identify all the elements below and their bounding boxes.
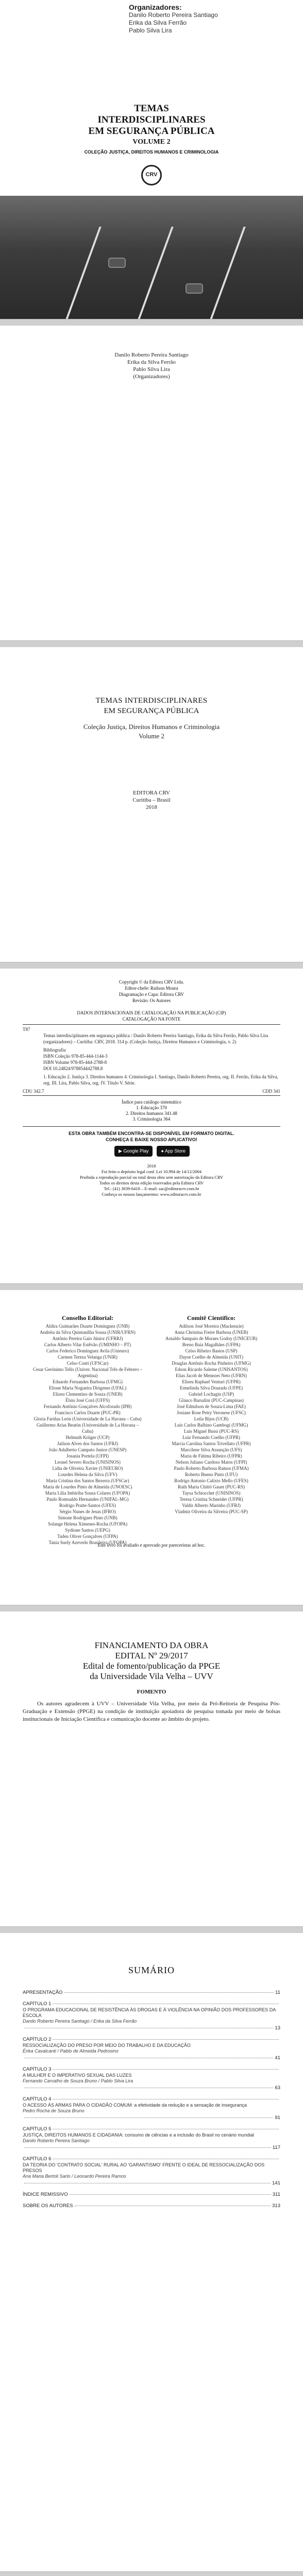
title-line: EM SEGURANÇA PÚBLICA: [104, 707, 199, 715]
cip-doi: DOI 10.24824/978854442788.8: [43, 1066, 103, 1071]
cip-header: [0, 1010, 303, 1022]
committee-member: Glauco Barsalini (PUC-Campinas): [179, 1398, 244, 1403]
summary-title: SUMÁRIO: [128, 1965, 175, 1975]
legal-notice: [0, 1163, 303, 1197]
toc-page: 117: [272, 2145, 280, 2150]
council-member: Fernando Antônio Gonçalves Alcoforado (IPB): [43, 1404, 132, 1409]
app-store-badge[interactable]: [157, 1146, 189, 1157]
council-member: Lídia de Oliveira Xavier (UNIEURO): [52, 1466, 123, 1471]
cip-title: DADOS INTERNACIONAIS DE CATALOGAÇÃO NA PUBLICAÇÃO (CIP): [77, 1010, 226, 1015]
toc-leader: [53, 2039, 279, 2040]
toc-page: 311: [272, 2192, 280, 2197]
cip-record: [23, 1026, 280, 1086]
design-line: Diagramação e Capa: Editora CRV: [119, 992, 184, 997]
council-member: Sérgio Nunes de Jesus (IFRO): [59, 1509, 116, 1514]
committee-member: Maria de Fátima Ribeiro (UFPR): [180, 1453, 242, 1459]
toc-page: 91: [275, 2115, 280, 2121]
toc-entry[interactable]: [23, 2085, 280, 2091]
editorial-council: [31, 1315, 144, 1546]
toc-author: Danilo Roberto Pereira Santiago: [23, 2138, 90, 2143]
council-member: Eduardo Fernandes Barbosa (UFMG): [53, 1379, 123, 1384]
toc-label: CAPÍTULO 2: [23, 2037, 52, 2042]
toc-page: 41: [275, 2055, 280, 2061]
review-line: Revisão: Os Autores: [132, 998, 171, 1003]
catalog-index: [0, 1099, 303, 1122]
cdd-code: CDD 341: [262, 1089, 280, 1094]
cip-code: T87: [23, 1027, 30, 1032]
organizer-name: Erika da Silva Ferrão: [129, 19, 187, 26]
toc-label: CAPÍTULO 6: [23, 2156, 52, 2162]
toc-page: 13: [275, 2025, 280, 2031]
toc-line: [23, 2066, 280, 2073]
divider: [23, 1095, 280, 1096]
committee-member: Valdir Alberto Marinho (UFRJ): [182, 1503, 241, 1508]
committee-member: Paulo Roberto Barbosa Ramos (UFMA): [174, 1466, 249, 1471]
committee-member: Marcia Carolina Santos Trivellato (UFPR): [172, 1441, 251, 1446]
cip-isbn: ISBN Coleção 978-85-444-1144-3: [43, 1054, 108, 1059]
toc-line: [23, 2037, 280, 2043]
toc-chapter-title: RESSOCIALIZAÇÃO DO PRESO POR MEIO DO TRABALHO E DA EDUCAÇÃO: [23, 2043, 191, 2048]
toc-label: CAPÍTULO 4: [23, 2096, 52, 2102]
council-member: Paulo Romualdo Hernandes (UNIFAL-MG): [46, 1497, 129, 1502]
committee-member: Teresa Cristina Schneider (UFPR): [179, 1497, 243, 1502]
toc-chapter-title: O ACESSO ÀS ARMAS PARA O CIDADÃO COMUM: a efetividade da redução e a sensação de insegurança: [23, 2103, 247, 2108]
toc-line: [23, 2115, 280, 2121]
committee-member: Douglas Antônio Rocha Pinheiro (UFMG): [172, 1361, 251, 1366]
committee-member: Dayse Coelho de Almeida (UNIT): [179, 1354, 243, 1360]
title-line: TEMAS INTERDISCIPLINARES: [95, 697, 208, 705]
committee-member: Roberto Bueno Pinto (UFU): [184, 1472, 238, 1477]
toc-entry[interactable]: [23, 2115, 280, 2121]
council-member: Celso Conti (UFSCar): [66, 1361, 109, 1366]
organizer-name: Danilo Roberto Pereira Santiago: [129, 11, 218, 19]
committee-member: Rodrigo Antonio Calixto Mello (UFES): [174, 1478, 248, 1483]
cdu-code: CDU 342.7: [23, 1089, 44, 1094]
toc-entry[interactable]: [23, 2156, 280, 2179]
copyright-line: Copyright © da Editora CRV Ltda.: [119, 979, 184, 985]
council-member: Solange Helena Ximenes-Rocha (UFOPA): [48, 1521, 127, 1527]
toc-line: [23, 2203, 280, 2209]
copyright-page: [0, 969, 303, 1284]
council-member: Lourdes Helena da Silva (UFV): [58, 1472, 117, 1477]
toc-line: [23, 2025, 280, 2031]
summary-page: [0, 1933, 303, 2572]
council-member: Carlos Federico Domínguez Avila (Unieuro): [46, 1348, 129, 1353]
organizers-heading: Organizadores:: [129, 3, 182, 11]
toc-entry[interactable]: [23, 2145, 280, 2151]
toc-entry[interactable]: [23, 2192, 280, 2198]
council-member: Tania Suely Azevedo Brasileiro (UFOPA): [48, 1540, 127, 1545]
index-item: 1. Educação 370: [136, 1105, 167, 1110]
committee-member: Ruth Maria Chittó Gauer (PUC-RS): [178, 1484, 245, 1489]
publisher-city: Curitiba – Brasil: [132, 797, 171, 803]
council-member: Helmuth Krüger (UCP): [65, 1435, 110, 1440]
committee-member: Anna Christina Freire Barbosa (UNEB): [174, 1330, 248, 1335]
toc-chapter-title: JUSTIÇA, DIREITOS HUMANOS E CIDADANIA: consumo de ciências e a inclusão do Brasil no cenário mundial: [23, 2132, 255, 2138]
toc-entry[interactable]: [23, 2180, 280, 2187]
divider: [23, 1024, 280, 1025]
toc-leader: [24, 2147, 271, 2148]
toc-line: [23, 2055, 280, 2061]
committee-member: Luís Carlos Balbino Gambogi (UFMG): [174, 1422, 248, 1428]
divider: [23, 1126, 280, 1127]
council-member: Maria Cristina dos Santos Bezerra (UFSCar): [46, 1478, 129, 1483]
cip-body: Temas interdisciplinares em segurança pública / Danilo Roberto Pereira Santiago, Erika da Silva Ferrão, Pablo Silva Lira (organizadores) – Curitiba: CRV, 2018. 314 p. (Coleção Justiça, Direitos Humanos e Criminologia, v. 2): [43, 1033, 268, 1044]
funding-body: Os autores agradecem à UVV – Universidade Vila Velha, por meio da Pró-Reitoria de Pesquisa Pós-Graduação e Extensão (PPGE) na condição de instituição apoiadora de pesquisa tomada por meio de bolsas institucionais de Iniciação Científica e comunicação docente ao âmbito do projeto.: [23, 1701, 280, 1722]
funding-title: da Universidade Vila Velha – UVV: [90, 1671, 213, 1681]
committee-member: Leila Bijos (UCB): [194, 1416, 229, 1421]
cover-title-line: INTERDISCIPLINARES: [97, 114, 206, 125]
council-member: Gloria Fariñas León (Universidade de La Havana – Cuba): [33, 1416, 142, 1421]
committee-member: Gabriel Lochagin (USP): [189, 1392, 234, 1397]
toc-label: SOBRE OS AUTORES: [23, 2203, 73, 2209]
toc-leader: [70, 2194, 271, 2195]
store-label: App Store: [164, 1148, 186, 1154]
legal-line: Tel.: (41) 3039-6418 – E-mail: sac@editoracrv.com.br: [104, 1186, 199, 1191]
ebook-notice-line: ESTA OBRA TAMBÉM ENCONTRA-SE DISPONÍVEL EM FORMATO DIGITAL.: [69, 1131, 234, 1136]
toc-page: 141: [272, 2180, 280, 2186]
toc-line: [23, 1990, 280, 1996]
volume-label: Volume 2: [139, 732, 164, 740]
toc-entry[interactable]: [23, 2096, 280, 2114]
council-member: Cesar Gerónimo Tello (Univer. Nacional Três de Febrero – Argentina): [33, 1367, 142, 1378]
car-shape: [186, 283, 203, 294]
toc-line: [23, 2001, 280, 2007]
council-member: Josania Portela (UFPI): [66, 1453, 109, 1459]
committee-member: Josiane Rose Petry Veronese (UFSC): [177, 1410, 246, 1415]
toc-label: CAPÍTULO 3: [23, 2066, 52, 2072]
council-member: Élsio José Corá (UFFS): [65, 1398, 110, 1403]
scientific-committee: [155, 1315, 268, 1515]
council-member: Simone Rodrigues Pinto (UNB): [58, 1515, 117, 1520]
logo-text: CRV: [145, 172, 158, 178]
toc-entry[interactable]: [23, 2025, 280, 2031]
car-shape: [108, 258, 126, 268]
table-of-contents: [23, 1990, 280, 2214]
index-item: 3. Criminologia 364: [132, 1116, 171, 1122]
ebook-notice: [0, 1130, 303, 1143]
toc-line: [23, 2156, 280, 2162]
funding-title: FINANCIAMENTO DA OBRA: [94, 1640, 209, 1650]
lane-marking: [65, 227, 102, 319]
store-label: Google Play: [123, 1148, 149, 1154]
committee-member: Luis Miguel Bussi (PUC-RS): [183, 1429, 239, 1434]
toc-entry[interactable]: [23, 2001, 280, 2024]
cip-isbn: ISBN Volume 978-85-444-2788-8: [43, 1060, 107, 1065]
council-member: Leonel Severo Rocha (UNISINOS): [55, 1460, 121, 1465]
store-badges: [114, 1146, 190, 1157]
index-item: 2. Direitos humanos 341.48: [126, 1111, 177, 1116]
publication-year: 2018: [146, 804, 157, 810]
index-title: Índice para catálogo sistemático: [122, 1099, 181, 1105]
legal-line: Conheça os nossos lançamentos: www.editoracrv.com.br: [102, 1192, 201, 1197]
funding-title: EDITAL Nº 29/2017: [115, 1651, 188, 1660]
committee-member: Elias Jacob de Menezes Neto (UFRN): [176, 1373, 247, 1378]
lane-marking: [138, 227, 174, 319]
toc-label: ÍNDICE REMISSIVO: [23, 2192, 68, 2197]
organizer-role: (Organizadores): [133, 374, 170, 380]
collection-name: Coleção Justiça, Direitos Humanos e Criminologia: [83, 723, 220, 731]
committee-member: Marcilene Silva Assunção (UFS): [180, 1447, 242, 1452]
toc-page: 63: [275, 2085, 280, 2091]
committee-member: Eliseu Raphael Venturi (UFPR): [182, 1379, 241, 1384]
funding-heading: FOMENTO: [137, 1689, 166, 1695]
toc-page: 313: [272, 2203, 280, 2209]
cover-title-line: EM SEGURANÇA PÚBLICA: [88, 126, 215, 137]
toc-label: CAPÍTULO 5: [23, 2126, 52, 2132]
board-heading: Comitê Científico:: [187, 1314, 236, 1321]
council-member: Maria Lília Imbiriba Sousa Colares (UFOPA): [45, 1490, 130, 1496]
ebook-notice-sub: CONHEÇA E BAIXE NOSSO APLICATIVO!: [106, 1137, 197, 1142]
board-heading: Conselho Editorial:: [61, 1314, 114, 1321]
committee-member: Luiz Fernando Coelho (UFPR): [182, 1435, 240, 1440]
funding-page: [0, 1612, 303, 1927]
publisher-name: EDITORA CRV: [133, 790, 170, 796]
organizers-page: [0, 326, 303, 641]
toc-label: APRESENTAÇÃO: [23, 1990, 63, 1995]
toc-author: Érika Cavalcanti / Pablo de Almeida Pedrosino: [23, 2048, 119, 2054]
organizer-name: Danilo Roberto Pereira Santiago: [114, 352, 189, 358]
toc-entry[interactable]: [23, 2066, 280, 2084]
council-member: Elizeu Clementino de Souza (UNEB): [53, 1392, 123, 1397]
council-member: Carlos Alberto Vilar Estêvão (UMINHO – PT): [44, 1342, 131, 1347]
council-member: Rodrigo Pratte-Santos (UFES): [59, 1503, 116, 1508]
council-member: Andréia da Silva Quintanilha Sousa (UNIR/UFRN): [40, 1330, 136, 1335]
council-member: Sydione Santos (UEPG): [65, 1528, 110, 1533]
legal-year: 2018: [147, 1163, 156, 1168]
toc-author: Pedro Rocha de Souza Bruno: [23, 2108, 85, 2113]
council-member: Tadeu Oliver Gonçalves (UFPA): [57, 1534, 118, 1539]
council-member: Antônio Pereira Gaio Júnior (UFRRJ): [52, 1336, 123, 1341]
toc-line: [23, 2096, 280, 2103]
toc-chapter-title: DA TEORIA DO 'CONTRATO SOCIAL' RURAL AO 'GARANTISMO' FRENTE O IDEAL DE RESSOCIALIZAÇÃO DOS PRESOS: [23, 2162, 265, 2173]
toc-line: [23, 2145, 280, 2151]
copyright-credits: [0, 979, 303, 1004]
classification-row: [23, 1088, 280, 1095]
funding-title: Edital de fomento/publicação da PPGE: [82, 1661, 221, 1671]
cip-bibliography: Bibliografia: [43, 1047, 66, 1053]
legal-line: Todos os direitos desta edição reservados pela Editora CRV: [99, 1180, 204, 1185]
toc-line: [23, 2126, 280, 2132]
organizer-name: Pablo Silva Lira: [129, 27, 172, 34]
committee-member: Vladmir Oliveira da Silveira (PUC-SP): [175, 1509, 248, 1514]
committee-member: Taysa Schiocchet (UNISINOS): [182, 1490, 241, 1496]
toc-entry[interactable]: [23, 2126, 280, 2144]
council-member: Elione Maria Nogueira Diógenes (UFAL): [48, 1385, 127, 1391]
organizer-name: Pablo Silva Lira: [133, 366, 170, 372]
toc-leader: [24, 2117, 273, 2118]
toc-chapter-title: O PROGRAMA EDUCACIONAL DE RESISTÊNCIA ÀS DROGAS E À VIOLÊNCIA NA OPINIÃO DOS PROFESSORES DA ESCOLA: [23, 2007, 276, 2018]
council-member: João Adalberto Campato Junior (UNESP): [48, 1447, 127, 1452]
council-member: Carmen Tereza Velanga (UNIR): [58, 1354, 117, 1360]
legal-line: Proibida a reprodução parcial ou total desta obra sem autorização da Editora CRV: [79, 1175, 224, 1180]
toc-leader: [53, 2069, 279, 2070]
committee-member: Celso Ribeiro Bastos (USP): [185, 1348, 238, 1353]
council-member: Jailson Alves dos Santos (UFRJ): [57, 1441, 118, 1446]
committee-member: Edson Ricardo Saleme (UNISANTOS): [175, 1367, 248, 1372]
title-page: [0, 647, 303, 962]
apple-icon: ●: [161, 1148, 165, 1154]
organizers-panel: [129, 3, 227, 55]
cover-title-line: TEMAS: [134, 103, 169, 114]
legal-line: Foi feito o depósito legal conf. Lei 10.994 de 14/12/2004: [101, 1169, 202, 1174]
lane-marking: [210, 227, 246, 319]
toc-entry[interactable]: [23, 2037, 280, 2054]
cip-subjects: 1. Educação 2. Justiça 3. Direitos humanos 4. Criminologia I. Santiago, Danilo Roberto Pereira, org. II. Ferrão, Erika da Silva, org. III. Lira, Pablo Silva, org. IV. Título V. Série.: [43, 1074, 278, 1086]
cip-subtitle: CATALOGAÇÃO NA FONTE: [122, 1016, 181, 1022]
editorial-board-page: [0, 1290, 303, 1605]
editor-line: Editor-chefe: Railson Moura: [125, 986, 178, 991]
toc-entry[interactable]: [23, 2203, 280, 2209]
play-icon: ▶: [119, 1148, 124, 1154]
council-member: Aldira Guimarães Duarte Domínguez (UNB): [45, 1324, 130, 1329]
toc-entry[interactable]: [23, 1990, 280, 1996]
toc-line: [23, 2085, 280, 2091]
committee-member: Nelson Juliano Cardoso Matos (UFPI): [175, 1460, 247, 1465]
committee-member: Adilson José Moreira (Mackenzie): [179, 1324, 244, 1329]
council-member: Francisco Carlos Duarte (PUC-PR): [55, 1410, 121, 1415]
toc-chapter-title: A MULHER E O IMPERATIVO SEXUAL DAS LUZES: [23, 2073, 132, 2078]
council-member: Maria de Lourdes Pinto de Almeida (UNOESC): [43, 1484, 132, 1489]
committee-member: Breno Baía Magalhães (UFPA): [182, 1342, 241, 1347]
toc-leader: [64, 1992, 274, 1993]
committee-member: Ermelinda Silva Dourado (UFPE): [179, 1385, 243, 1391]
committee-member: Arnaldo Sampaio de Moraes Godoy (UNICEUB): [165, 1336, 258, 1341]
book-cover: [0, 0, 303, 319]
cover-volume: VOLUME 2: [132, 138, 171, 146]
publisher-logo: [141, 165, 162, 185]
council-member: Guillermo Arias Beatón (Universidade de La Havana – Cuba): [36, 1422, 139, 1434]
toc-author: Danilo Roberto Pereira Santiago / Erika da Silva Ferrão: [23, 2019, 137, 2024]
toc-label: CAPÍTULO 1: [23, 2001, 52, 2007]
toc-line: [23, 2192, 280, 2198]
peer-review-notice: Este livro foi avaliado e aprovado por pareceristas ad hoc.: [97, 1543, 206, 1548]
google-play-badge[interactable]: [114, 1146, 153, 1157]
toc-entry[interactable]: [23, 2055, 280, 2061]
organizer-name: Erika da Silva Ferrão: [127, 359, 176, 365]
toc-line: [23, 2180, 280, 2187]
toc-author: Ana Maria Bertoli Sarlo / Leonardo Pereira Ramos: [23, 2174, 126, 2179]
toc-author: Fernando Carvalho de Souza Bruno / Pablo Silva Lira: [23, 2078, 133, 2083]
cover-road-image: [0, 196, 303, 319]
cover-collection: COLEÇÃO JUSTIÇA, DIREITOS HUMANOS E CRIMINOLOGIA: [84, 149, 219, 155]
toc-page: 11: [275, 1990, 280, 1995]
committee-member: José Edmilson de Souza-Lima (FAE): [177, 1404, 246, 1409]
